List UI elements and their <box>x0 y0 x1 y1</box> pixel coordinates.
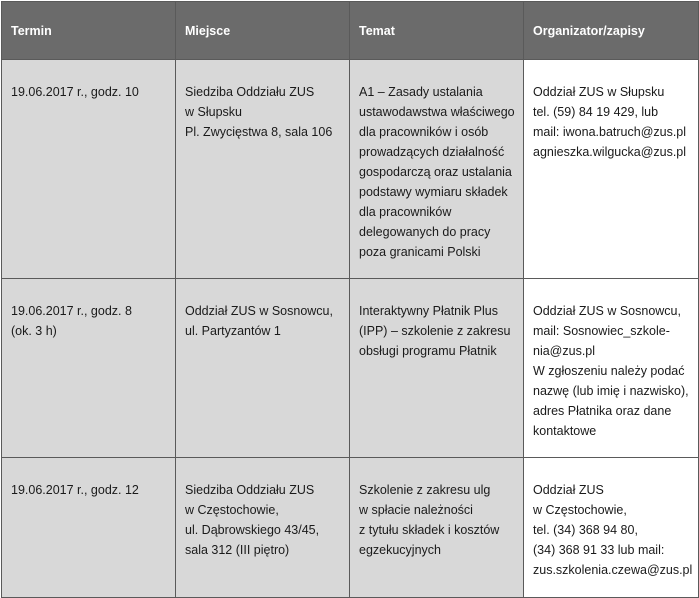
cell-temat <box>350 60 524 279</box>
cell-line: kontaktowe <box>533 424 597 438</box>
cell-line: zus.szkolenia.czewa@zus.pl <box>533 563 693 577</box>
cell-line: mail: iwona.batruch@zus.pl <box>533 125 687 139</box>
cell-temat <box>350 458 524 598</box>
cell-line: Oddział ZUS w Słupsku <box>533 85 665 99</box>
cell-line: (IPP) – szkolenie z zakresu <box>359 324 511 338</box>
cell-line: tel. (59) 84 19 429, lub <box>533 105 659 119</box>
cell-line: gospodarczą oraz ustalania <box>359 165 512 179</box>
cell-line: w spłacie należności <box>359 503 473 517</box>
cell-line: Siedziba Oddziału ZUS <box>185 483 315 497</box>
cell-line: sala 312 (III piętro) <box>185 543 290 557</box>
training-schedule-table <box>1 1 699 598</box>
cell-miejsce <box>176 60 350 279</box>
cell-line: ustawodawstwa właściwego <box>359 105 515 119</box>
cell-line: nazwę (lub imię i nazwisko), <box>533 384 689 398</box>
cell-temat <box>350 279 524 458</box>
cell-line: Oddział ZUS w Sosnowcu, <box>533 304 681 318</box>
table-header-row <box>2 2 699 60</box>
table-row <box>2 60 699 279</box>
cell-line: obsługi programu Płatnik <box>359 344 497 358</box>
cell-termin <box>2 60 176 279</box>
cell-miejsce <box>176 279 350 458</box>
cell-line: Interaktywny Płatnik Plus <box>359 304 498 318</box>
cell-line: Szkolenie z zakresu ulg <box>359 483 491 497</box>
cell-line: 19.06.2017 r., godz. 12 <box>11 483 139 497</box>
cell-line: adres Płatnika oraz dane <box>533 404 672 418</box>
cell-line: prowadzących działalność <box>359 145 505 159</box>
cell-line: (ok. 3 h) <box>11 324 57 338</box>
header-miejsce: Miejsce <box>176 2 350 60</box>
cell-line: W zgłoszeniu należy podać <box>533 364 685 378</box>
cell-line: poza granicami Polski <box>359 245 481 259</box>
cell-line: dla pracowników <box>359 205 452 219</box>
table-row <box>2 458 699 598</box>
cell-line: nia@zus.pl <box>533 344 596 358</box>
cell-miejsce <box>176 458 350 598</box>
cell-organizator <box>524 60 699 279</box>
cell-termin <box>2 458 176 598</box>
cell-line: Pl. Zwycięstwa 8, sala 106 <box>185 125 333 139</box>
cell-line: A1 – Zasady ustalania <box>359 85 483 99</box>
cell-line: mail: Sosnowiec_szkole- <box>533 324 670 338</box>
cell-line: Oddział ZUS w Sosnowcu, <box>185 304 333 318</box>
header-organizator: Organizator/zapisy <box>524 2 699 60</box>
cell-line: w Częstochowie, <box>185 503 279 517</box>
cell-organizator <box>524 279 699 458</box>
cell-organizator <box>524 458 699 598</box>
cell-line: tel. (34) 368 94 80, <box>533 523 638 537</box>
cell-line: dla pracowników i osób <box>359 125 489 139</box>
table-row <box>2 279 699 458</box>
cell-line: ul. Dąbrowskiego 43/45, <box>185 523 320 537</box>
header-temat: Temat <box>350 2 524 60</box>
cell-line: podstawy wymiaru składek <box>359 185 508 199</box>
cell-line: 19.06.2017 r., godz. 8 <box>11 304 132 318</box>
cell-line: w Słupsku <box>185 105 242 119</box>
cell-line: agnieszka.wilgucka@zus.pl <box>533 145 687 159</box>
cell-line: z tytułu składek i kosztów <box>359 523 500 537</box>
cell-line: Oddział ZUS <box>533 483 604 497</box>
cell-line: egzekucyjnych <box>359 543 441 557</box>
cell-line: delegowanych do pracy <box>359 225 491 239</box>
cell-line: ul. Partyzantów 1 <box>185 324 281 338</box>
cell-line: w Częstochowie, <box>533 503 627 517</box>
cell-line: 19.06.2017 r., godz. 10 <box>11 85 139 99</box>
cell-termin <box>2 279 176 458</box>
cell-line: (34) 368 91 33 lub mail: <box>533 543 665 557</box>
cell-line: Siedziba Oddziału ZUS <box>185 85 315 99</box>
header-termin: Termin <box>2 2 176 60</box>
